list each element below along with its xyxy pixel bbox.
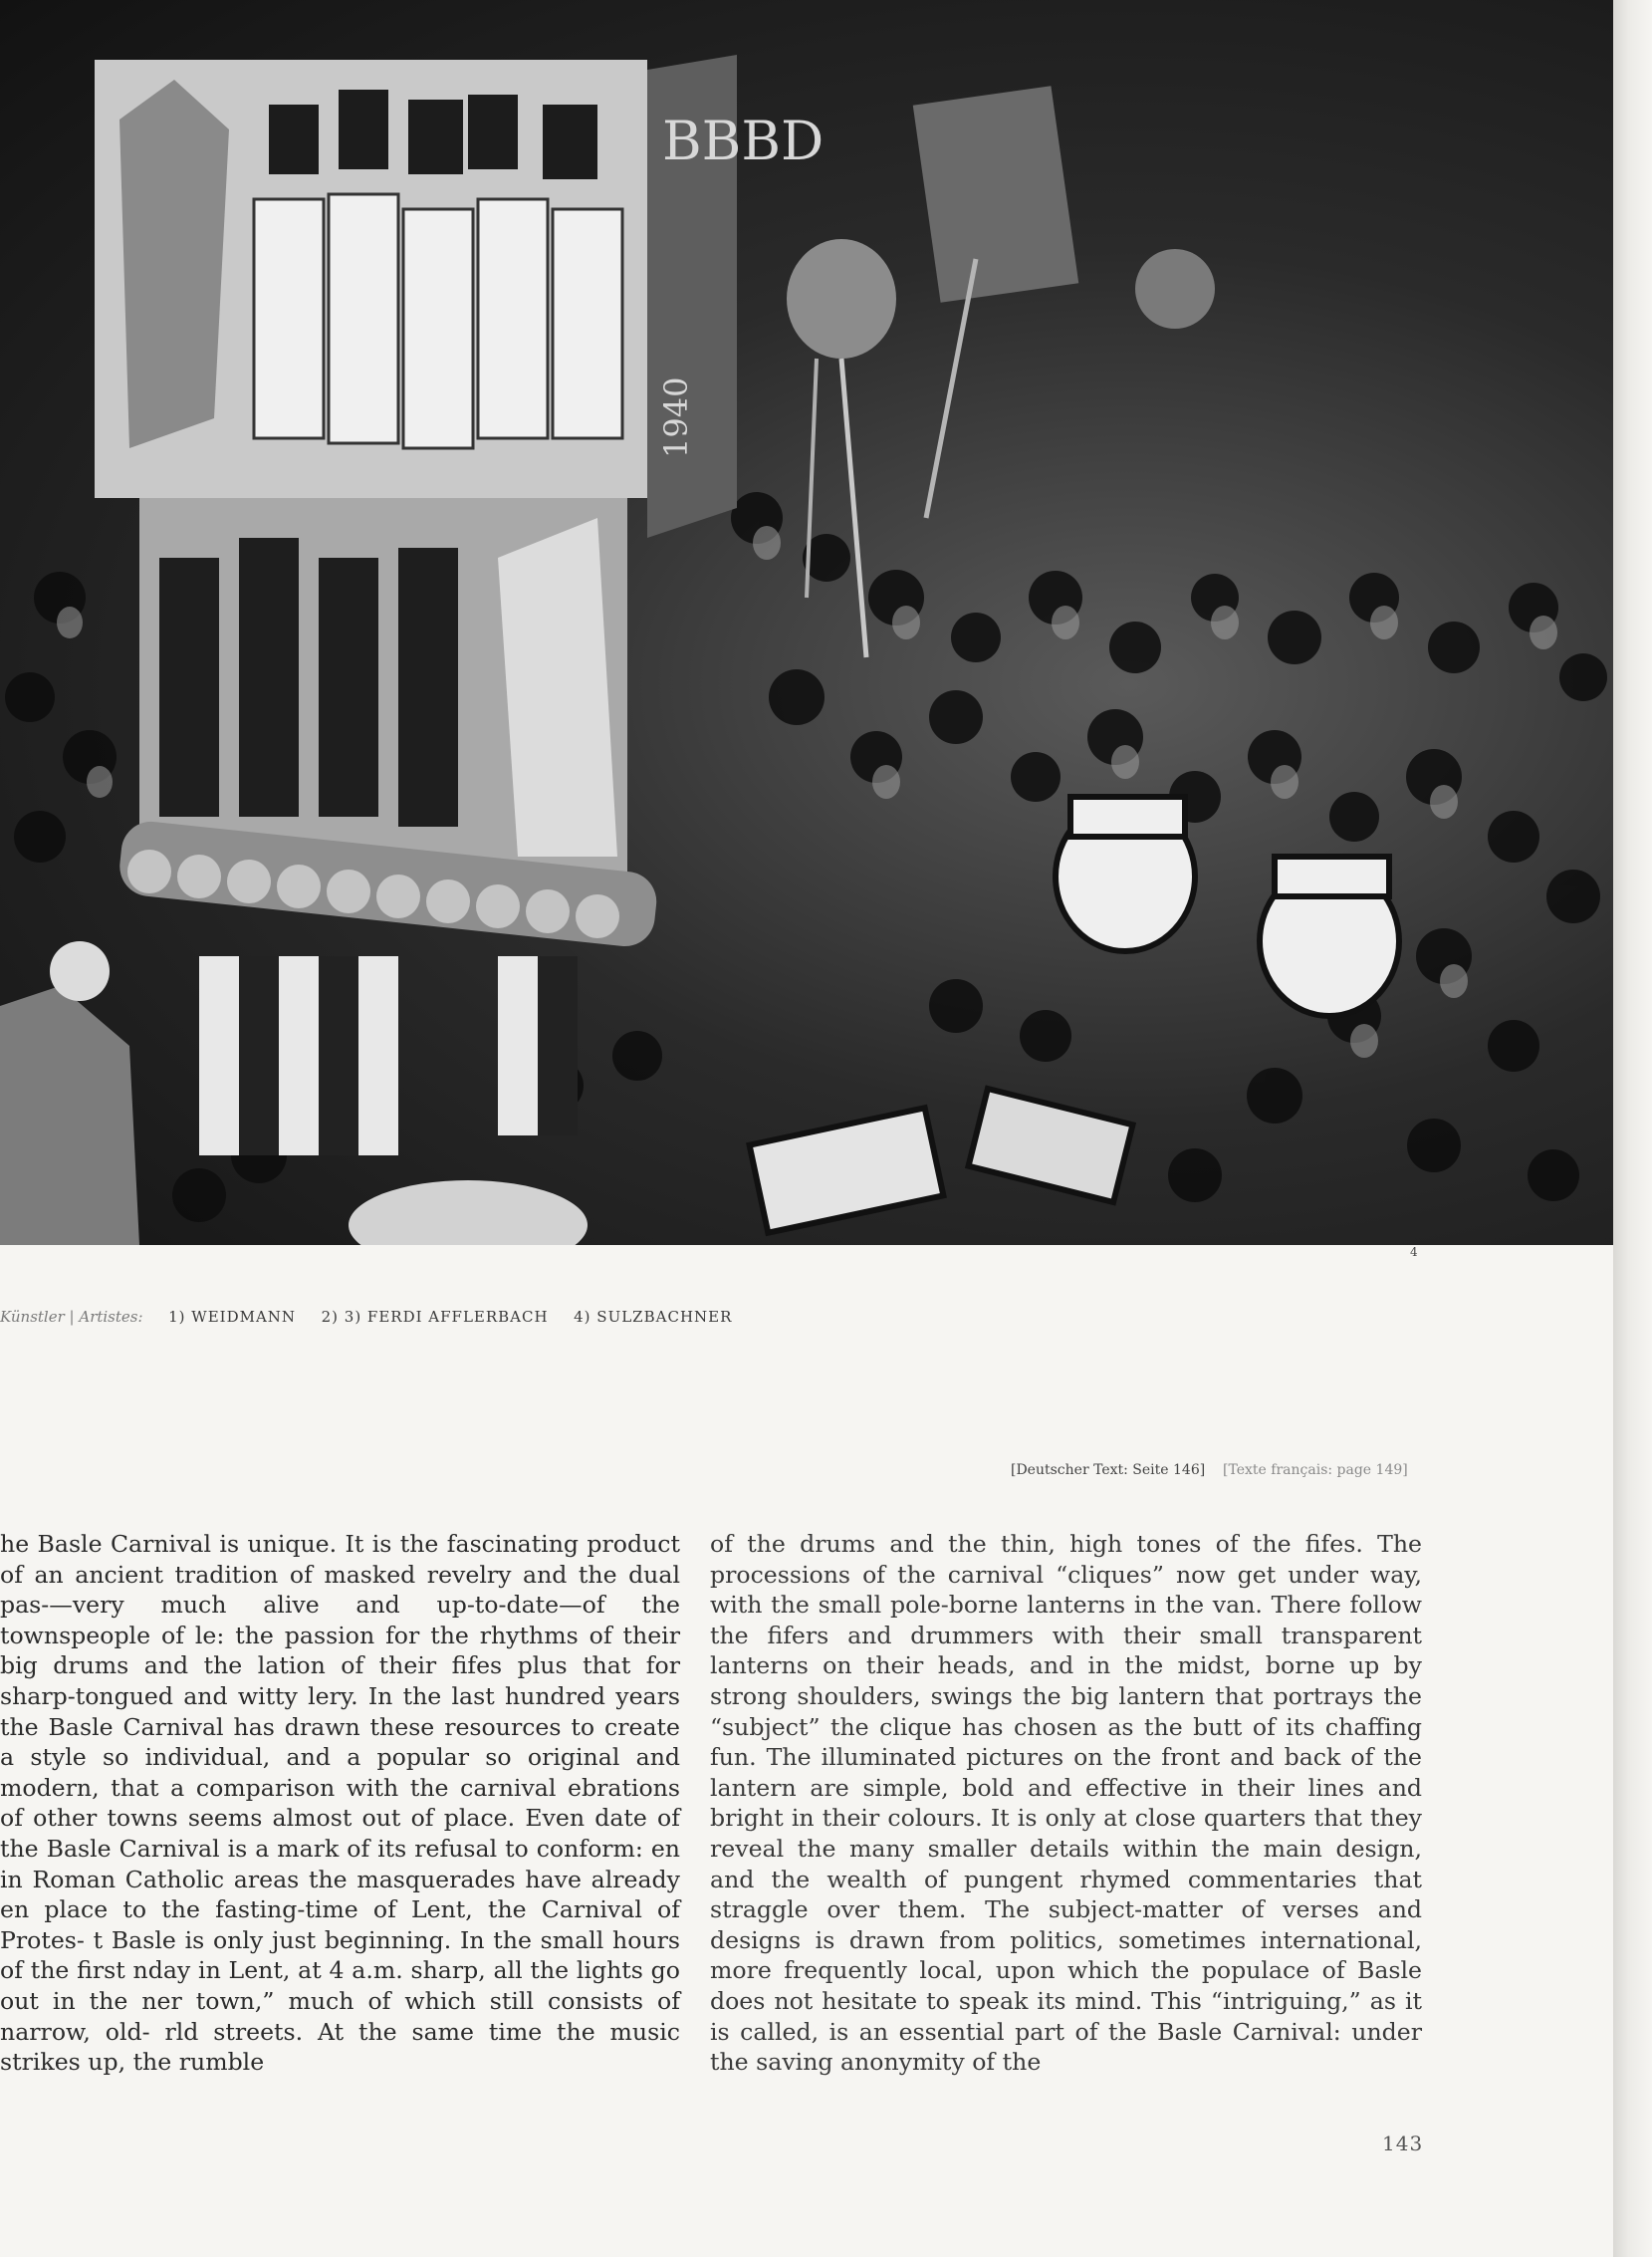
paragraph: of the drums and the thin, high tones of the fifes. The processions of the carnival “cliques” now get under way, with the small pole-borne lanterns in the van. There follow the fifers and drummers with their small transparent lanterns on their heads, and in the midst, borne up by strong shoulders, swings the big lantern that portrays the “subject” the clique has chosen as the butt of its chaffing fun. The illuminated pictures on the front and back of the lantern are simple, bold and effective in their lines and bright in their colours. It is only at close quarters that they reveal the many smaller details within the main design, and the wealth of pungent rhymed commentaries that straggle over them. The subject-matter of verses and designs is drawn from politics, sometimes international, more frequently local, upon which the populace of Basle does not hesitate to speak its mind. This “intriguing,” as it is called, is an essential part of the Basle Carnival: under the saving anonymity of the	[710, 1530, 1422, 2077]
lantern-year: 1940	[657, 376, 695, 458]
body-text-right-column	[710, 1529, 1422, 2078]
page-edge-shadow	[1613, 0, 1652, 2257]
translation-page-references	[1011, 1462, 1408, 1478]
body-text-left-column	[0, 1529, 680, 2078]
paragraph: he Basle Carnival is unique. It is the fascinating product of an ancient tradition of masked revelry and the dual pas-—very much alive and up-to-date—of the townspeople of le: the passion for the rhythms of their big drums and the lation of their fifes plus that for sharp-tongued and witty lery. In the last hundred years the Basle Carnival has drawn these resources to create a style so individual, and a popular so original and modern, that a comparison with the carnival ebrations of other towns seems almost out of place. Even date of the Basle Carnival is a mark of its refusal to conform: en in Roman Catholic areas the masquerades have already en place to the fasting-time of Lent, the Carnival of Protes- t Basle is only just beginning. In the small hours of the first nday in Lent, at 4 a.m. sharp, all the lights go out in the ner town,” much of which still consists of narrow, old- rld streets. At the same time the music strikes up, the rumble	[0, 1530, 680, 2077]
lantern-side-text: BBBD	[662, 110, 825, 172]
page-number: 143	[1382, 2132, 1424, 2155]
credit-item: 4) SULZBACHNER	[574, 1308, 733, 1326]
french-text-reference: [Texte français: page 149]	[1223, 1462, 1408, 1478]
credit-item: 1) WEIDMANN	[168, 1308, 297, 1326]
german-text-reference: [Deutscher Text: Seite 146]	[1011, 1462, 1206, 1478]
credit-item: 2) 3) FERDI AFFLERBACH	[321, 1308, 549, 1326]
figure-number: 4	[1410, 1245, 1418, 1259]
credits-label: Künstler | Artistes:	[0, 1308, 143, 1326]
artist-credits	[0, 1308, 732, 1326]
